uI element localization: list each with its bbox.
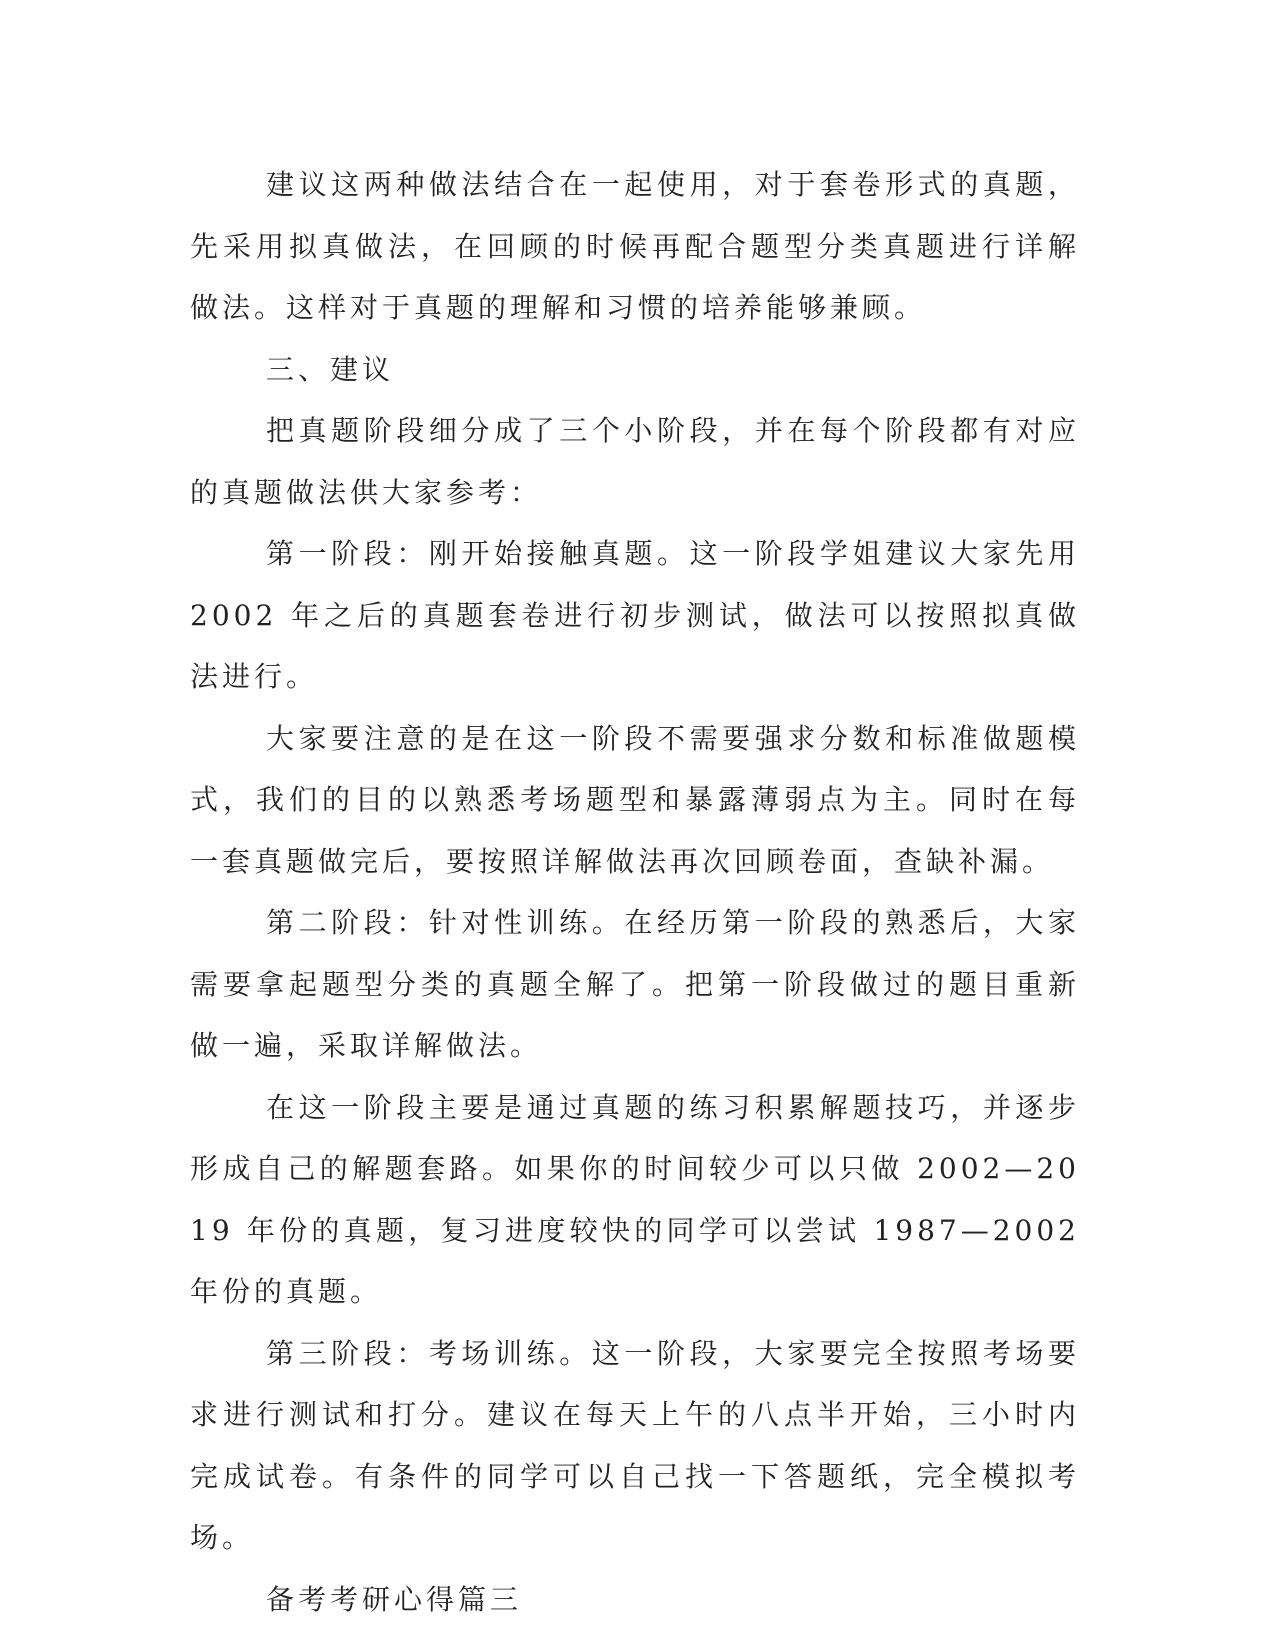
paragraph-stage-one-notes: 大家要注意的是在这一阶段不需要强求分数和标准做题模式，我们的目的以熟悉考场题型和暴露薄弱点为主。同时在每一套真题做完后，要按照详解做法再次回顾卷面，查缺补漏。	[190, 721, 1080, 878]
paragraph-stage-two-notes: 在这一阶段主要是通过真题的练习积累解题技巧，并逐步形成自己的解题套路。如果你的时间较少可以只做 2002—2019 年份的真题，复习进度较快的同学可以尝试 1987—2002 年份的真题。	[190, 1090, 1080, 1308]
paragraph-combine-methods: 建议这两种做法结合在一起使用，对于套卷形式的真题，先采用拟真做法，在回顾的时候再配合题型分类真题进行详解做法。这样对于真题的理解和习惯的培养能够兼顾。	[190, 168, 1080, 324]
paragraph-stage-one: 第一阶段：刚开始接触真题。这一阶段学姐建议大家先用 2002 年之后的真题套卷进行初步测试，做法可以按照拟真做法进行。	[190, 537, 1080, 693]
document-body	[190, 154, 1080, 1630]
section-heading-part-three: 备考考研心得篇三	[266, 1582, 523, 1616]
paragraph-three-stages: 把真题阶段细分成了三个小阶段，并在每个阶段都有对应的真题做法供大家参考：	[190, 414, 1080, 509]
section-heading-suggestions: 三、建议	[266, 352, 395, 386]
paragraph-stage-three: 第三阶段：考场训练。这一阶段，大家要完全按照考场要求进行测试和打分。建议在每天上午的八点半开始，三小时内完成试卷。有条件的同学可以自己找一下答题纸，完全模拟考场。	[190, 1336, 1080, 1554]
paragraph-stage-two: 第二阶段：针对性训练。在经历第一阶段的熟悉后，大家需要拿起题型分类的真题全解了。把第一阶段做过的题目重新做一遍，采取详解做法。	[190, 906, 1080, 1062]
